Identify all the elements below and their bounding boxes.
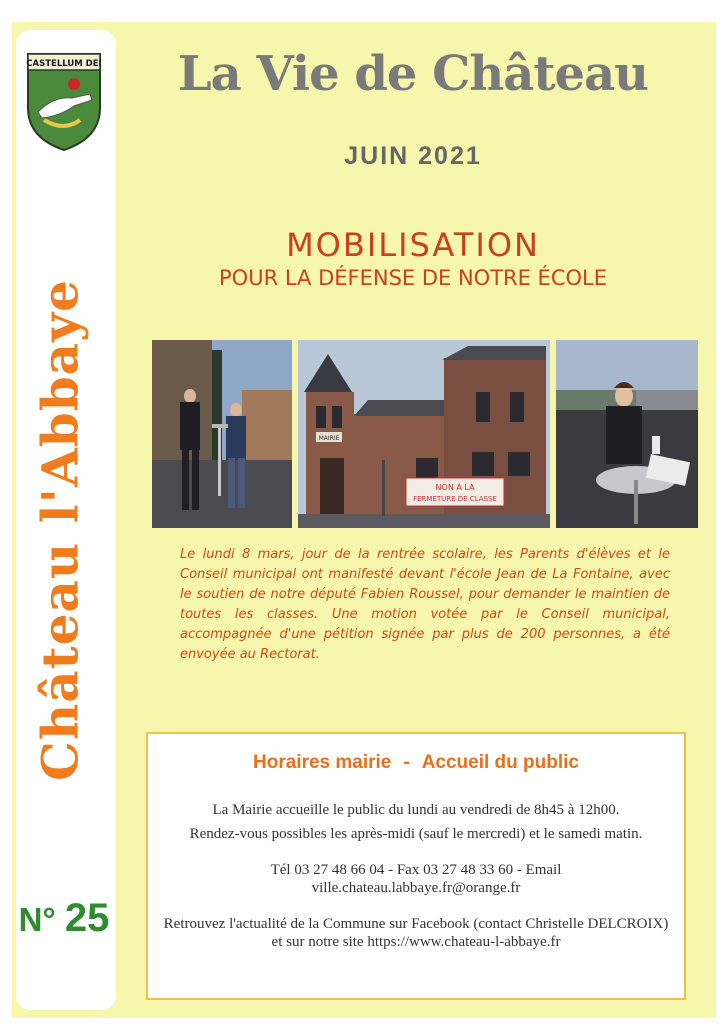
headline-sub: POUR LA DÉFENSE DE NOTRE ÉCOLE [219,266,607,291]
issue-value: 25 [64,896,110,940]
vertical-town-title: Château l'Abbaye [30,279,90,781]
issue-prefix: N° [18,901,56,938]
hours-heading-right: Accueil du public [421,752,579,773]
banner-line-1: NON À LA [435,483,475,492]
issue-date: JUIN 2021 [344,142,482,170]
hours-heading [148,752,684,774]
photo-town-hall [298,340,550,528]
opening-hours-text: La Mairie accueille le public du lundi au vendredi de 8h45 à 12h00. [212,802,620,818]
hours-heading-left: Horaires mairie [253,752,392,773]
photo-demonstrators [152,340,292,528]
issue-number [14,896,114,941]
page-title: La Vie de Château [177,46,649,102]
website-link[interactable]: et sur notre site https://www.chateau-l-abbaye.fr [271,934,561,950]
crest-motto: CASTELLUM DEI [26,59,102,69]
banner-line-2: FERMETURE DE CLASSE [413,495,497,503]
headline-main: MOBILISATION [286,226,540,264]
article-body: Le lundi 8 mars, jour de la rentrée scolaire, les Parents d'élèves et le Conseil municipal ont manifesté devant l'école Jean de La Fontaine, avec le soutien de notre député Fabien Roussel, pour demander le maintien de toutes les classes. Une motion votée par le Conseil municipal, accompagnée d'une pétition signée par plus de 200 personnes, a été envoyée au Rectorat. [180,547,670,662]
appointments-text: Rendez-vous possibles les après-midi (sauf le mercredi) et le samedi matin. [189,826,643,842]
article-headline [130,228,696,290]
facebook-info-text: Retrouvez l'actualité de la Commune sur Facebook (contact Christelle DELCROIX) [163,916,669,932]
town-hall-hours-box [146,732,686,1000]
photo-petition-table [556,340,698,528]
contact-email-link[interactable]: ville.chateau.labbaye.fr@orange.fr [311,880,521,896]
contact-phone-fax: Tél 03 27 48 66 04 - Fax 03 27 48 33 60 - Email [270,862,562,878]
building-sign: MAIRIE [318,435,340,442]
coat-of-arms-logo [24,50,104,154]
hours-heading-separator: - [403,752,410,773]
